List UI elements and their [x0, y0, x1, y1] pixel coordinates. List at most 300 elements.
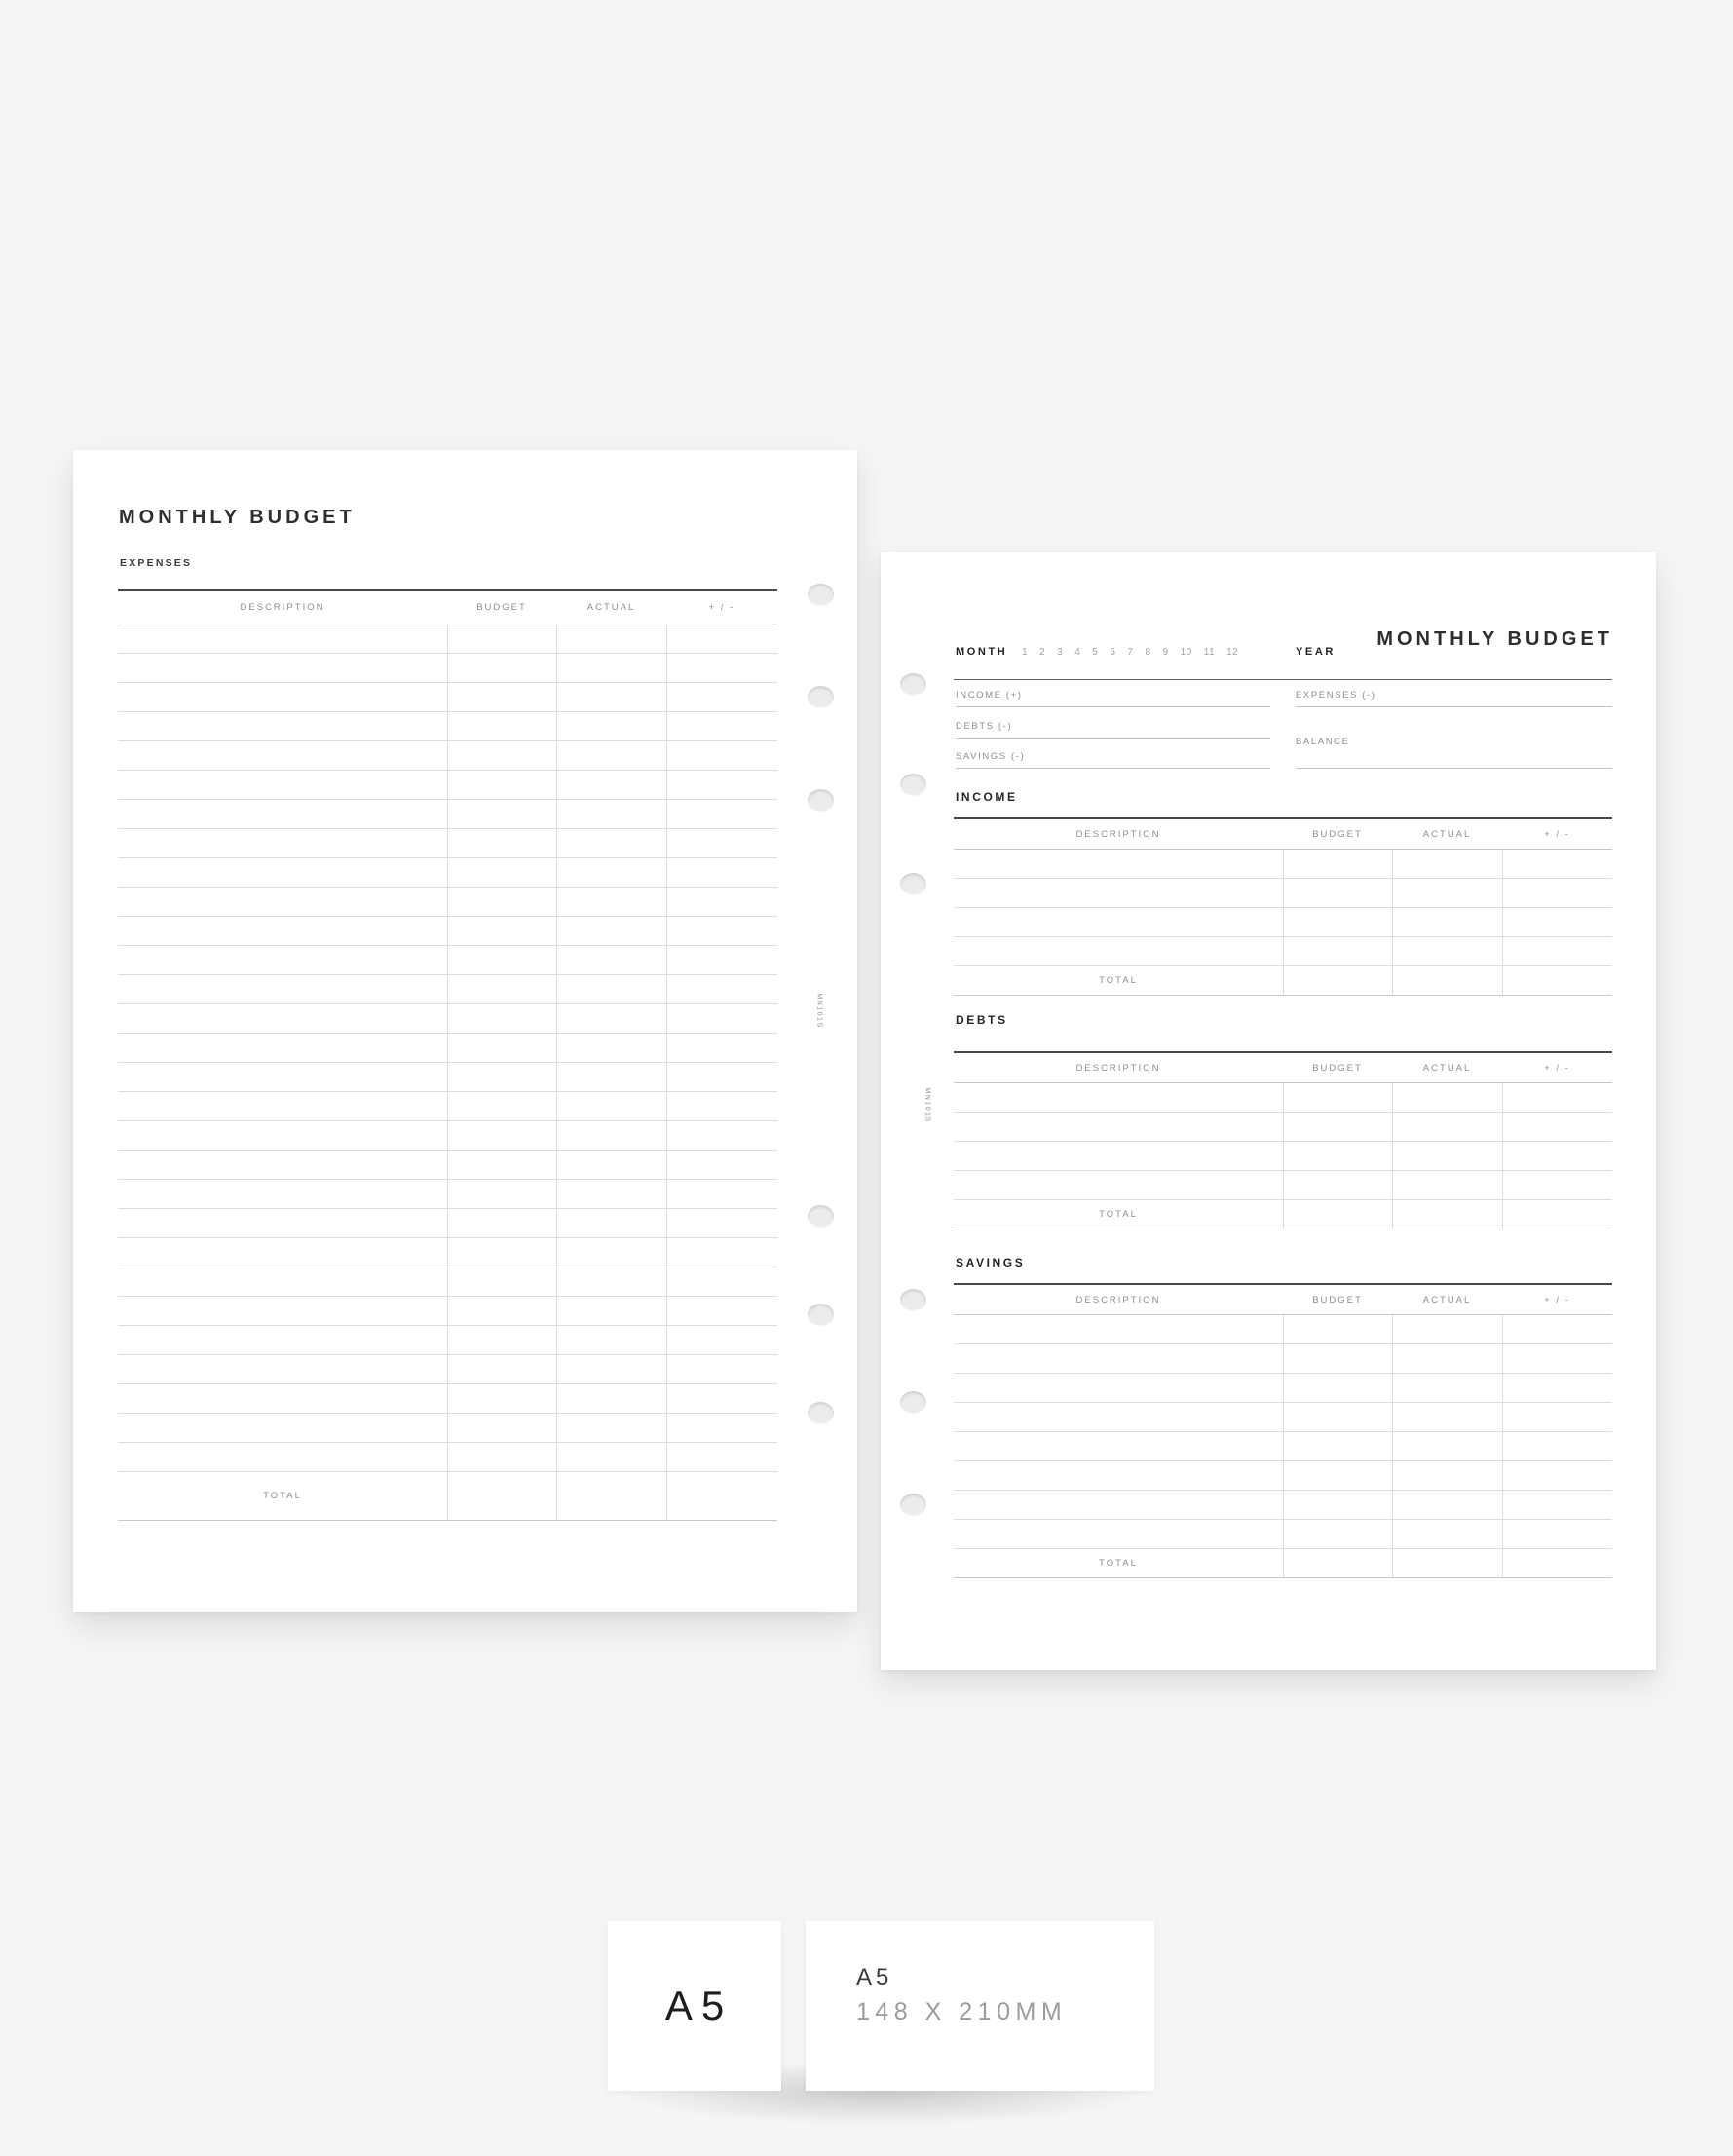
table-row: [954, 850, 1612, 879]
table-cell: [954, 1344, 1283, 1373]
table-cell: [556, 1472, 666, 1520]
binder-hole: [900, 1289, 926, 1311]
table-cell: [447, 1151, 556, 1179]
table-cell: [954, 850, 1283, 878]
table-cell: [556, 1151, 666, 1179]
table-cell: [556, 1209, 666, 1237]
table-cell: [1502, 1315, 1612, 1343]
table-cell: [118, 741, 447, 770]
table-cell: [666, 1004, 777, 1033]
table-cell: [1283, 1113, 1392, 1141]
month-number: 5: [1092, 647, 1099, 658]
table-cell: [1283, 1374, 1392, 1402]
table-cell: [556, 741, 666, 770]
binder-hole: [808, 584, 834, 606]
table-cell: [447, 1063, 556, 1091]
table-cell: [1502, 1344, 1612, 1373]
table-cell: [447, 1238, 556, 1267]
month-numbers: [1022, 647, 1238, 658]
table-cell: [954, 1113, 1283, 1141]
column-header: ACTUAL: [586, 602, 636, 613]
table-cell: [954, 966, 1283, 995]
table-row: [118, 917, 777, 946]
table-cell: [556, 771, 666, 799]
table-row: [954, 1403, 1612, 1432]
table-cell: [666, 1297, 777, 1325]
page-title: MONTHLY BUDGET: [119, 507, 356, 528]
table-cell: [556, 1355, 666, 1383]
table-cell: [1502, 850, 1612, 878]
table-cell: [1283, 850, 1392, 878]
table-row: [118, 1034, 777, 1063]
table-cell: [447, 946, 556, 974]
table-cell: [447, 1414, 556, 1442]
month-number: 7: [1127, 647, 1134, 658]
table-cell: [666, 1034, 777, 1062]
debts-table: [954, 1051, 1612, 1229]
month-year-rule: [954, 679, 1612, 680]
table-cell: [1502, 1171, 1612, 1199]
table-cell: [447, 741, 556, 770]
table-cell: [556, 888, 666, 916]
table-cell: [954, 1374, 1283, 1402]
table-row: [118, 654, 777, 683]
table-cell: [118, 829, 447, 857]
size-badge-card: A5: [608, 1921, 781, 2091]
table-cell: [447, 917, 556, 945]
table-row: [118, 1151, 777, 1180]
table-cell: [666, 829, 777, 857]
table-cell: [1392, 1461, 1502, 1490]
table-row: [118, 858, 777, 888]
table-cell: [1283, 1549, 1392, 1577]
table-cell: [556, 1238, 666, 1267]
table-cell: [1283, 908, 1392, 936]
table-cell: [556, 1063, 666, 1091]
column-header: BUDGET: [476, 602, 527, 613]
table-cell: [1502, 966, 1612, 995]
month-number: 4: [1074, 647, 1081, 658]
table-row: [954, 1461, 1612, 1491]
table-cell: [1502, 1142, 1612, 1170]
field-label: BALANCE: [1296, 737, 1350, 747]
table-cell: [954, 1520, 1283, 1548]
table-row: [118, 829, 777, 858]
table-cell: [118, 946, 447, 974]
table-cell: [666, 1238, 777, 1267]
field-savings: [956, 746, 1270, 769]
month-number: 10: [1180, 647, 1192, 658]
table-cell: [1392, 850, 1502, 878]
field-balance: [1296, 718, 1612, 769]
table-row: [118, 1443, 777, 1472]
table-cell: [1283, 1403, 1392, 1431]
section-heading-income: INCOME: [956, 790, 1018, 804]
table-cell: [1283, 937, 1392, 965]
table-cell: [954, 1461, 1283, 1490]
table-row: [954, 1491, 1612, 1520]
table-cell: [1392, 1171, 1502, 1199]
table-cell: [954, 1171, 1283, 1199]
column-header: DESCRIPTION: [1075, 828, 1161, 840]
table-cell: [954, 1403, 1283, 1431]
table-cell: [1283, 1520, 1392, 1548]
table-cell: [118, 1092, 447, 1120]
table-cell: [556, 1034, 666, 1062]
total-label: TOTAL: [1099, 1558, 1138, 1569]
table-cell: [1392, 1344, 1502, 1373]
table-row: [954, 879, 1612, 908]
table-cell: [1392, 1374, 1502, 1402]
table-row: [118, 1238, 777, 1267]
table-cell: [118, 888, 447, 916]
table-cell: [1392, 1549, 1502, 1577]
month-number: 12: [1226, 647, 1239, 658]
table-cell: [1392, 1491, 1502, 1519]
table-row: [118, 1121, 777, 1151]
field-label: EXPENSES (-): [1296, 690, 1376, 700]
table-cell: [118, 1297, 447, 1325]
table-cell: [447, 712, 556, 740]
table-cell: [118, 1063, 447, 1091]
column-header: + / -: [1544, 1062, 1570, 1074]
table-cell: [1502, 1520, 1612, 1548]
table-cell: [1502, 1549, 1612, 1577]
table-cell: [447, 1092, 556, 1120]
table-row: [954, 1171, 1612, 1200]
table-row: [118, 946, 777, 975]
column-header: + / -: [1544, 1294, 1570, 1305]
table-cell: [1392, 1403, 1502, 1431]
table-row: [954, 1520, 1612, 1549]
table-cell: [666, 975, 777, 1003]
table-cell: [118, 800, 447, 828]
table-cell: [447, 771, 556, 799]
table-cell: [118, 1355, 447, 1383]
table-cell: [666, 1151, 777, 1179]
section-heading-savings: SAVINGS: [956, 1256, 1026, 1269]
table-cell: [1502, 1374, 1612, 1402]
column-header: ACTUAL: [1422, 1294, 1472, 1305]
table-cell: [1392, 1520, 1502, 1548]
table-cell: [954, 1491, 1283, 1519]
table-cell: [1392, 1113, 1502, 1141]
month-number: 11: [1203, 647, 1216, 658]
table-cell: [666, 1209, 777, 1237]
table-cell: [118, 683, 447, 711]
month-label: MONTH: [956, 646, 1008, 658]
table-cell: [954, 1083, 1283, 1112]
table-cell: [556, 829, 666, 857]
field-label: SAVINGS (-): [956, 751, 1026, 762]
table-total-row: [954, 1200, 1612, 1229]
table-cell: [1392, 937, 1502, 965]
table-row: [118, 1209, 777, 1238]
table-cell: [666, 712, 777, 740]
table-cell: [1502, 1113, 1612, 1141]
field-label: DEBTS (-): [956, 721, 1013, 732]
table-cell: [118, 1267, 447, 1296]
table-row: [954, 1315, 1612, 1344]
table-row: [118, 683, 777, 712]
month-number: 2: [1039, 647, 1046, 658]
field-income: [956, 685, 1270, 707]
table-cell: [447, 624, 556, 653]
table-cell: [954, 1549, 1283, 1577]
table-cell: [666, 946, 777, 974]
table-row: [118, 771, 777, 800]
table-cell: [447, 975, 556, 1003]
table-row: [954, 1113, 1612, 1142]
table-cell: [666, 771, 777, 799]
column-header: BUDGET: [1312, 1294, 1363, 1305]
table-cell: [556, 1326, 666, 1354]
month-number: 3: [1057, 647, 1064, 658]
binder-hole: [808, 789, 834, 812]
table-header-row: [954, 819, 1612, 850]
binder-hole: [900, 1494, 926, 1516]
planner-page-overview: [881, 552, 1656, 1670]
table-cell: [666, 917, 777, 945]
binder-hole: [808, 1402, 834, 1424]
column-header: BUDGET: [1312, 828, 1363, 840]
table-cell: [118, 1151, 447, 1179]
table-cell: [666, 858, 777, 887]
table-row: [118, 1384, 777, 1414]
column-header: DESCRIPTION: [1075, 1062, 1161, 1074]
table-row: [118, 1180, 777, 1209]
table-cell: [447, 1180, 556, 1208]
column-header: + / -: [708, 602, 735, 613]
table-cell: [666, 888, 777, 916]
binder-hole: [900, 873, 926, 895]
table-row: [118, 1414, 777, 1443]
table-cell: [447, 1121, 556, 1150]
table-cell: [556, 917, 666, 945]
table-cell: [954, 937, 1283, 965]
table-cell: [118, 1004, 447, 1033]
table-cell: [447, 1472, 556, 1520]
table-cell: [1283, 1461, 1392, 1490]
planner-page-expenses: [73, 450, 857, 1612]
table-cell: [447, 1443, 556, 1471]
table-cell: [666, 1180, 777, 1208]
table-cell: [1283, 1083, 1392, 1112]
table-cell: [556, 654, 666, 682]
table-cell: [666, 1267, 777, 1296]
section-label-expenses: EXPENSES: [120, 557, 193, 569]
table-cell: [1283, 879, 1392, 907]
year-label: YEAR: [1296, 646, 1336, 658]
month-number: 8: [1145, 647, 1151, 658]
table-cell: [118, 975, 447, 1003]
table-cell: [118, 654, 447, 682]
table-cell: [556, 946, 666, 974]
table-cell: [1502, 1403, 1612, 1431]
table-cell: [1283, 1491, 1392, 1519]
table-cell: [556, 1443, 666, 1471]
table-cell: [1283, 1432, 1392, 1460]
table-row: [118, 1092, 777, 1121]
table-cell: [118, 1414, 447, 1442]
table-row: [954, 1374, 1612, 1403]
table-header-row: [954, 1053, 1612, 1083]
table-cell: [556, 624, 666, 653]
table-cell: [447, 829, 556, 857]
binder-hole: [900, 673, 926, 696]
table-row: [118, 1063, 777, 1092]
table-cell: [1392, 1200, 1502, 1229]
column-header: ACTUAL: [1422, 1062, 1472, 1074]
table-cell: [556, 1267, 666, 1296]
table-cell: [447, 1209, 556, 1237]
table-row: [954, 1432, 1612, 1461]
binder-hole: [900, 774, 926, 796]
table-cell: [447, 1297, 556, 1325]
table-cell: [1392, 1432, 1502, 1460]
table-cell: [556, 1004, 666, 1033]
table-cell: [447, 858, 556, 887]
table-cell: [118, 624, 447, 653]
month-number: 9: [1162, 647, 1169, 658]
table-cell: [666, 683, 777, 711]
table-cell: [666, 1384, 777, 1413]
table-cell: [118, 1209, 447, 1237]
table-cell: [954, 1432, 1283, 1460]
table-row: [118, 741, 777, 771]
column-header: ACTUAL: [1422, 828, 1472, 840]
table-cell: [118, 712, 447, 740]
total-label: TOTAL: [263, 1491, 302, 1501]
table-cell: [118, 1121, 447, 1150]
table-cell: [556, 858, 666, 887]
table-cell: [666, 1472, 777, 1520]
table-cell: [118, 1238, 447, 1267]
table-cell: [666, 1443, 777, 1471]
table-cell: [556, 1180, 666, 1208]
binder-hole: [808, 1205, 834, 1228]
product-code-vertical: MN101S: [815, 993, 823, 1029]
table-cell: [447, 1326, 556, 1354]
table-cell: [1502, 908, 1612, 936]
table-cell: [666, 1063, 777, 1091]
month-number: 1: [1022, 647, 1029, 658]
table-cell: [666, 624, 777, 653]
table-cell: [556, 1297, 666, 1325]
table-cell: [118, 771, 447, 799]
table-cell: [666, 741, 777, 770]
table-row: [954, 1344, 1612, 1374]
table-cell: [666, 1414, 777, 1442]
table-cell: [1502, 937, 1612, 965]
table-cell: [1283, 1171, 1392, 1199]
table-cell: [118, 858, 447, 887]
table-cell: [666, 654, 777, 682]
table-cell: [666, 800, 777, 828]
table-row: [118, 1326, 777, 1355]
total-label: TOTAL: [1099, 975, 1138, 986]
table-header-row: [118, 591, 777, 624]
table-row: [118, 712, 777, 741]
table-total-row: [954, 1549, 1612, 1578]
table-row: [118, 975, 777, 1004]
table-cell: [1392, 1315, 1502, 1343]
table-row: [118, 1267, 777, 1297]
table-cell: [556, 1092, 666, 1120]
expenses-table: [118, 589, 777, 1521]
table-cell: [1502, 1432, 1612, 1460]
savings-table: [954, 1283, 1612, 1578]
table-cell: [954, 1142, 1283, 1170]
table-cell: [954, 908, 1283, 936]
table-cell: [1392, 966, 1502, 995]
total-label: TOTAL: [1099, 1209, 1138, 1220]
binder-hole: [900, 1391, 926, 1414]
income-table: [954, 817, 1612, 996]
table-row: [118, 624, 777, 654]
table-cell: [447, 1267, 556, 1296]
column-header: DESCRIPTION: [1075, 1294, 1161, 1305]
column-header: BUDGET: [1312, 1062, 1363, 1074]
table-cell: [556, 1121, 666, 1150]
table-cell: [1283, 1315, 1392, 1343]
table-cell: [666, 1326, 777, 1354]
table-cell: [1283, 1344, 1392, 1373]
table-row: [118, 1297, 777, 1326]
size-dimensions: 148 X 210MM: [856, 1998, 1068, 2025]
table-header-row: [954, 1285, 1612, 1315]
table-cell: [556, 1384, 666, 1413]
table-cell: [1502, 1083, 1612, 1112]
table-cell: [954, 1315, 1283, 1343]
table-cell: [954, 879, 1283, 907]
table-row: [118, 800, 777, 829]
table-cell: [1392, 879, 1502, 907]
table-cell: [118, 1443, 447, 1471]
section-heading-debts: DEBTS: [956, 1013, 1008, 1027]
table-cell: [447, 1384, 556, 1413]
table-cell: [666, 1355, 777, 1383]
table-cell: [118, 1384, 447, 1413]
binder-hole: [808, 1304, 834, 1326]
table-cell: [954, 1200, 1283, 1229]
page-title: MONTHLY BUDGET: [1376, 628, 1613, 650]
table-cell: [556, 1414, 666, 1442]
table-cell: [556, 683, 666, 711]
table-cell: [447, 654, 556, 682]
table-row: [954, 1142, 1612, 1171]
table-cell: [447, 888, 556, 916]
table-cell: [1392, 1083, 1502, 1112]
table-cell: [447, 800, 556, 828]
table-row: [954, 908, 1612, 937]
table-cell: [118, 1180, 447, 1208]
table-cell: [1502, 1461, 1612, 1490]
table-cell: [1502, 879, 1612, 907]
table-row: [118, 1355, 777, 1384]
table-cell: [666, 1092, 777, 1120]
table-cell: [556, 975, 666, 1003]
binder-hole: [808, 686, 834, 708]
table-cell: [447, 1004, 556, 1033]
table-row: [954, 1083, 1612, 1113]
field-expenses: [1296, 685, 1612, 707]
table-cell: [118, 917, 447, 945]
table-cell: [1502, 1200, 1612, 1229]
table-cell: [1283, 1142, 1392, 1170]
table-cell: [118, 1472, 447, 1520]
month-number: 6: [1110, 647, 1116, 658]
